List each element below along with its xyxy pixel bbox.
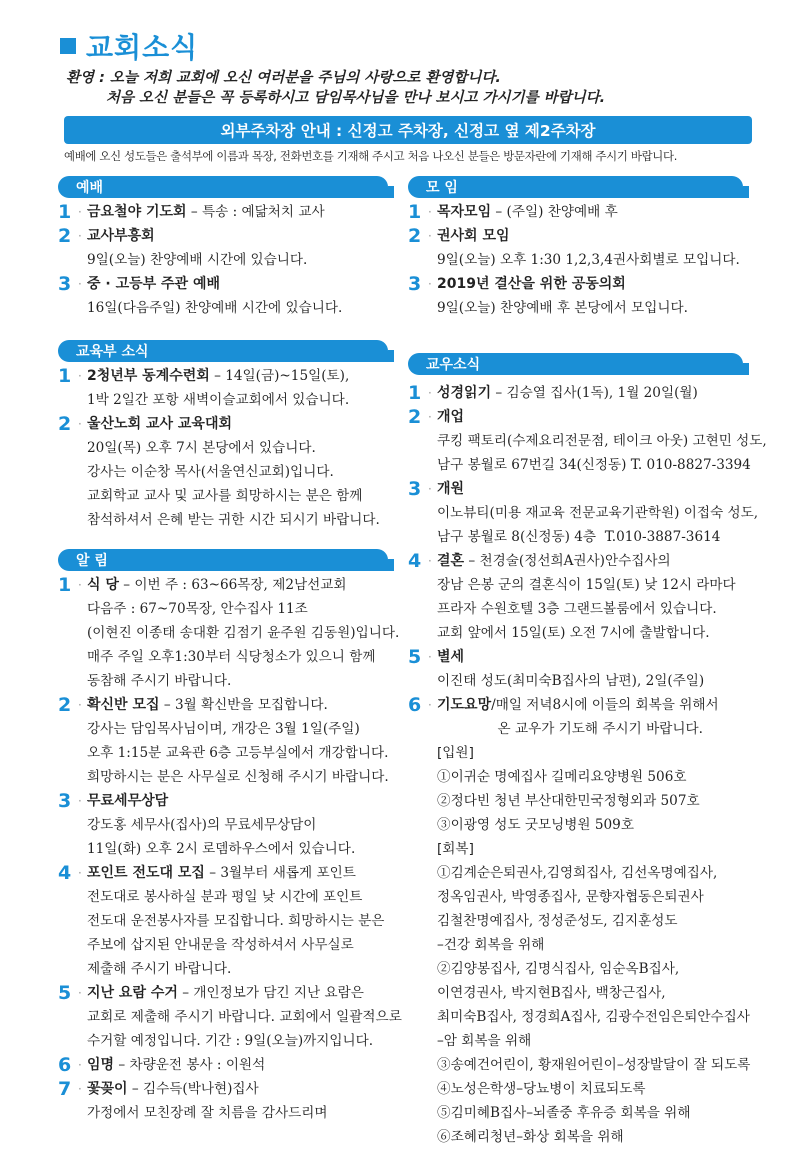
education-list xyxy=(58,364,398,532)
item-title: 기도요망 xyxy=(437,697,492,713)
notice-item-7 xyxy=(58,1077,398,1101)
bullet-dot-icon: · xyxy=(78,986,82,1000)
meeting-item-1 xyxy=(408,200,758,224)
bullet-dot-icon: · xyxy=(78,698,82,712)
item-detail-line: 9일(오늘) 찬양예배 후 본당에서 모입니다. xyxy=(437,300,688,316)
item-detail-line: 이연경권사, 박지현B집사, 백창근집사, xyxy=(437,985,666,1001)
item-number: 7 xyxy=(58,1078,72,1100)
item-text: – 3월부터 새롭게 포인트 xyxy=(204,865,356,881)
item-number: 3 xyxy=(58,790,72,812)
item-body xyxy=(437,381,758,405)
item-first-line xyxy=(437,224,758,248)
item-text: /매일 저녁8시에 이들의 회복을 위해서 xyxy=(491,697,719,713)
worship-item-3 xyxy=(58,272,398,296)
parking-note: 예배에 오신 성도들은 출석부에 이름과 목장, 전화번호를 기재해 주시고 처음 나오신 분들은 방문자란에 기재해 주시기 바랍니다. xyxy=(64,149,678,163)
item-number: 5 xyxy=(408,646,422,668)
item-number: 1 xyxy=(408,201,422,223)
notice-list xyxy=(58,573,402,1125)
item-first-line xyxy=(437,272,758,296)
item-body xyxy=(437,224,758,248)
item-body xyxy=(437,645,758,669)
bullet-dot-icon: · xyxy=(78,794,82,808)
item-title: 울산노회 교사 교육대회 xyxy=(87,416,232,432)
item-number: 5 xyxy=(58,982,72,1004)
members-item-2 xyxy=(408,405,758,429)
item-detail-line: –암 회복을 위해 xyxy=(437,1033,532,1049)
welcome-message xyxy=(66,68,605,108)
members-item-4 xyxy=(408,549,758,573)
item-first-line xyxy=(437,200,758,224)
item-number: 4 xyxy=(408,550,422,572)
item-title: 포인트 전도대 모집 xyxy=(87,865,205,881)
worship-item-2 xyxy=(58,224,398,248)
item-first-line xyxy=(87,412,398,436)
item-first-line xyxy=(437,405,758,429)
bullet-dot-icon: · xyxy=(78,417,82,431)
item-first-line xyxy=(87,861,398,885)
item-body xyxy=(437,477,758,501)
item-title: 성경읽기 xyxy=(437,385,492,401)
item-body xyxy=(87,224,398,248)
bullet-dot-icon: · xyxy=(428,277,432,291)
education-item-2 xyxy=(58,412,398,436)
item-detail-line: 이노뷰티(미용 재교육 전문교육기관학원) 이접숙 성도, xyxy=(437,505,759,521)
item-detail-line: 쿠킹 팩토리(수제요리전문점, 테이크 아웃) 고현민 성도, xyxy=(437,433,767,449)
item-body xyxy=(437,200,758,224)
welcome-line-2: 처음 오신 분들은 꼭 등록하시고 담임목사님을 만나 보시고 가시기를 바랍니다. xyxy=(106,90,606,106)
members-item-6 xyxy=(408,693,758,717)
item-detail-line: (이현진 이종태 송대환 김점기 윤주원 김동원)입니다. xyxy=(87,625,400,641)
parking-banner: 외부주차장 안내 : 신정고 주차장, 신정고 옆 제2주차장 xyxy=(64,116,752,144)
item-text: – 특송 : 예닮처치 교사 xyxy=(186,204,325,220)
notice-item-6 xyxy=(58,1053,398,1077)
item-number: 2 xyxy=(58,413,72,435)
item-detail-line: 참석하셔서 은혜 받는 귀한 시간 되시기 바랍니다. xyxy=(87,512,380,528)
item-detail-line: 김철찬명예집사, 정성준성도, 김지훈성도 xyxy=(437,913,678,929)
item-detail-line: ④노성은학생–당뇨병이 치료되도록 xyxy=(437,1081,646,1097)
item-detail-line: 가정에서 모친장례 잘 치름을 감사드리며 xyxy=(87,1105,328,1121)
item-body xyxy=(437,272,758,296)
item-title: 목자모임 xyxy=(437,204,492,220)
item-number: 2 xyxy=(58,225,72,247)
item-detail-line: ⑤김미혜B집사–뇌졸중 후유증 회복을 위해 xyxy=(437,1105,691,1121)
item-first-line xyxy=(87,1077,398,1101)
item-number: 1 xyxy=(408,382,422,404)
bullet-dot-icon: · xyxy=(78,277,82,291)
item-detail-line: 전도대로 봉사하실 분과 평일 낮 시간에 포인트 xyxy=(87,889,363,905)
item-text: – 차량운전 봉사 : 이원석 xyxy=(114,1057,266,1073)
item-body xyxy=(87,573,398,597)
item-body xyxy=(437,405,758,429)
worship-list xyxy=(58,200,398,320)
bullet-dot-icon: · xyxy=(78,229,82,243)
item-title: 꽃꽂이 xyxy=(87,1081,128,1097)
item-detail-line: 9일(오늘) 오후 1:30 1,2,3,4권사회별로 모입니다. xyxy=(437,252,740,268)
item-body xyxy=(87,200,398,224)
item-detail-line: 장남 은봉 군의 결혼식이 15일(토) 낮 12시 라마다 xyxy=(437,577,736,593)
item-body xyxy=(87,1053,398,1077)
item-text: – 천경술(정선희A권사)안수집사의 xyxy=(464,553,671,569)
bullet-dot-icon: · xyxy=(428,482,432,496)
bullet-dot-icon: · xyxy=(78,578,82,592)
item-first-line xyxy=(87,789,398,813)
item-first-line xyxy=(87,364,398,388)
item-detail-line: 이진태 성도(최미숙B집사의 남편), 2일(주일) xyxy=(437,673,705,689)
item-body xyxy=(87,861,398,885)
meeting-item-2 xyxy=(408,224,758,248)
item-detail-line: 강사는 담임목사님이며, 개강은 3월 1일(주일) xyxy=(87,721,360,737)
item-number: 6 xyxy=(58,1054,72,1076)
item-body xyxy=(87,693,398,717)
bullet-dot-icon: · xyxy=(428,554,432,568)
bullet-dot-icon: · xyxy=(78,1082,82,1096)
item-text: – 개인정보가 담긴 지난 요람은 xyxy=(177,985,364,1001)
item-detail-line: 교회학교 교사 및 교사를 희망하시는 분은 함께 xyxy=(87,488,363,504)
notice-item-5 xyxy=(58,981,398,1005)
bullet-dot-icon: · xyxy=(428,698,432,712)
members-list xyxy=(408,381,767,1149)
members-item-5 xyxy=(408,645,758,669)
section-header-education: 교육부 소식 xyxy=(58,340,388,362)
item-detail-line: 희망하시는 분은 사무실로 신청해 주시기 바랍니다. xyxy=(87,769,389,785)
item-detail-line: 강사는 이순창 목사(서울연신교회)입니다. xyxy=(87,464,334,480)
item-body xyxy=(87,1077,398,1101)
welcome-line-1: : 오늘 저희 교회에 오신 여러분을 주님의 사랑으로 환영합니다. xyxy=(94,70,501,86)
item-title: 2청년부 동계수련회 xyxy=(87,368,210,384)
item-number: 2 xyxy=(408,406,422,428)
item-detail-line: ②김양봉집사, 김명식집사, 임순옥B집사, xyxy=(437,961,680,977)
item-detail-line: ③이광영 성도 굿모닝병원 509호 xyxy=(437,817,634,833)
item-detail-line: ⑥조혜리청년–화상 회복을 위해 xyxy=(437,1129,624,1145)
item-detail-line: 제출해 주시기 바랍니다. xyxy=(87,961,232,977)
item-detail-line: –건강 회복을 위해 xyxy=(437,937,545,953)
item-body xyxy=(87,272,398,296)
item-detail-line: 최미숙B집사, 정경희A집사, 김광수전임은퇴안수집사 xyxy=(437,1009,750,1025)
notice-item-4 xyxy=(58,861,398,885)
item-number: 1 xyxy=(58,365,72,387)
item-title: 확신반 모집 xyxy=(87,697,160,713)
item-first-line xyxy=(87,200,398,224)
item-detail-line: 프라자 수원호텔 3층 그랜드볼룸에서 있습니다. xyxy=(437,601,717,617)
item-title: 개업 xyxy=(437,409,465,425)
item-title: 권사회 모임 xyxy=(437,228,510,244)
item-detail-line: ③송예건어린이, 황재원어린이–성장발달이 잘 되도록 xyxy=(437,1057,751,1073)
item-first-line xyxy=(87,573,398,597)
item-text: – 이번 주 : 63~66목장, 제2남선교회 xyxy=(118,577,347,593)
item-title: 임명 xyxy=(87,1057,115,1073)
item-first-line xyxy=(87,693,398,717)
item-first-line xyxy=(437,645,758,669)
item-first-line xyxy=(437,549,758,573)
item-number: 2 xyxy=(58,694,72,716)
item-title: 중 · 고등부 주관 예배 xyxy=(87,276,221,292)
item-detail-line: 9일(오늘) 찬양예배 시간에 있습니다. xyxy=(87,252,308,268)
item-detail-line: 16일(다음주일) 찬양예배 시간에 있습니다. xyxy=(87,300,343,316)
section-header-notice: 알 림 xyxy=(58,549,388,571)
item-detail-line: ①이귀순 명예집사 길메리요양병원 506호 xyxy=(437,769,687,785)
item-number: 4 xyxy=(58,862,72,884)
bullet-dot-icon: · xyxy=(78,369,82,383)
item-detail-line: 1박 2일간 포항 새벽이슬교회에서 있습니다. xyxy=(87,392,350,408)
item-title: 교사부흥회 xyxy=(87,228,155,244)
notice-item-2 xyxy=(58,693,398,717)
item-body xyxy=(437,549,758,573)
item-number: 6 xyxy=(408,694,422,716)
notice-item-3 xyxy=(58,789,398,813)
item-number: 1 xyxy=(58,201,72,223)
item-text: – 김승열 집사(1독), 1월 20일(월) xyxy=(491,385,698,401)
item-detail-line: 온 교우가 기도해 주시기 바랍니다. xyxy=(437,721,703,737)
item-detail-line: 다음주 : 67~70목장, 안수집사 11조 xyxy=(87,601,308,617)
item-title: 개원 xyxy=(437,481,465,497)
item-detail-line: 교회로 제출해 주시기 바랍니다. 교회에서 일괄적으로 xyxy=(87,1009,402,1025)
item-body xyxy=(437,693,758,717)
item-text: – 김수득(박나현)집사 xyxy=(127,1081,259,1097)
item-number: 1 xyxy=(58,574,72,596)
page-title: 교회소식 xyxy=(86,31,199,64)
item-detail-line: 강도홍 세무사(집사)의 무료세무상담이 xyxy=(87,817,317,833)
bullet-dot-icon: · xyxy=(428,205,432,219)
education-item-1 xyxy=(58,364,398,388)
bullet-dot-icon: · xyxy=(78,205,82,219)
item-detail-line: ①김계순은퇴권사,김영희집사, 김선옥명예집사, xyxy=(437,865,718,881)
worship-item-1 xyxy=(58,200,398,224)
bullet-dot-icon: · xyxy=(428,229,432,243)
section-header-worship: 예배 xyxy=(58,176,388,198)
item-text: – (주일) 찬양예배 후 xyxy=(491,204,618,220)
item-title: 식 당 xyxy=(87,577,119,593)
item-title: 결혼 xyxy=(437,553,465,569)
item-text: – 14일(금)~15일(토), xyxy=(209,368,350,384)
bullet-dot-icon: · xyxy=(428,386,432,400)
item-first-line xyxy=(87,1053,398,1077)
item-detail-line: 남구 봉월로 8(신정동) 4층 T.010-3887-3614 xyxy=(437,529,721,545)
section-header-members: 교우소식 xyxy=(408,353,743,375)
item-first-line xyxy=(437,693,758,717)
item-detail-line: 오후 1:15분 교육관 6층 고등부실에서 개강합니다. xyxy=(87,745,389,761)
bullet-dot-icon: · xyxy=(428,650,432,664)
item-text: – 3월 확신반을 모집합니다. xyxy=(159,697,328,713)
item-detail-line: 전도대 운전봉사자를 모집합니다. 희망하시는 분은 xyxy=(87,913,385,929)
item-number: 3 xyxy=(408,478,422,500)
meeting-item-3 xyxy=(408,272,758,296)
item-first-line xyxy=(87,224,398,248)
item-title: 지난 요람 수거 xyxy=(87,985,178,1001)
item-body xyxy=(87,412,398,436)
item-detail-line: 11일(화) 오후 2시 로뎀하우스에서 있습니다. xyxy=(87,841,356,857)
item-title: 무료세무상담 xyxy=(87,793,169,809)
item-detail-line: ②정다빈 청년 부산대한민국정형외과 507호 xyxy=(437,793,700,809)
item-title: 2019년 결산을 위한 공동의회 xyxy=(437,276,626,292)
bullet-dot-icon: · xyxy=(428,410,432,424)
item-detail-line: 20일(목) 오후 7시 본당에서 있습니다. xyxy=(87,440,316,456)
item-detail-line: 남구 봉월로 67번길 34(신정동) T. 010-8827-3394 xyxy=(437,457,751,473)
item-first-line xyxy=(87,272,398,296)
item-number: 2 xyxy=(408,225,422,247)
item-detail-line: 수거할 예정입니다. 기간 : 9일(오늘)까지입니다. xyxy=(87,1033,374,1049)
item-body xyxy=(87,364,398,388)
item-body xyxy=(87,981,398,1005)
welcome-label: 환영 xyxy=(66,70,95,86)
square-bullet-icon xyxy=(60,38,76,54)
item-number: 3 xyxy=(58,273,72,295)
item-detail-line: [회복] xyxy=(437,841,474,857)
item-body xyxy=(87,789,398,813)
item-detail-line: 매주 주일 오후1:30부터 식당청소가 있으니 함께 xyxy=(87,649,376,665)
item-detail-line: 동참해 주시기 바랍니다. xyxy=(87,673,232,689)
section-header-meeting: 모 임 xyxy=(408,176,743,198)
item-title: 별세 xyxy=(437,649,465,665)
bullet-dot-icon: · xyxy=(78,1058,82,1072)
title-row xyxy=(60,26,198,66)
item-detail-line: 교회 앞에서 15일(토) 오전 7시에 출발합니다. xyxy=(437,625,710,641)
item-detail-line: [입원] xyxy=(437,745,474,761)
item-first-line xyxy=(437,381,758,405)
item-first-line xyxy=(437,477,758,501)
item-first-line xyxy=(87,981,398,1005)
bullet-dot-icon: · xyxy=(78,866,82,880)
item-number: 3 xyxy=(408,273,422,295)
members-item-3 xyxy=(408,477,758,501)
item-title: 금요철야 기도회 xyxy=(87,204,187,220)
item-detail-line: 정옥임권사, 박영종집사, 문향자협동은퇴권사 xyxy=(437,889,704,905)
meeting-list xyxy=(408,200,758,320)
item-detail-line: 주보에 삽지된 안내문을 작성하셔서 사무실로 xyxy=(87,937,354,953)
notice-item-1 xyxy=(58,573,398,597)
members-item-1 xyxy=(408,381,758,405)
